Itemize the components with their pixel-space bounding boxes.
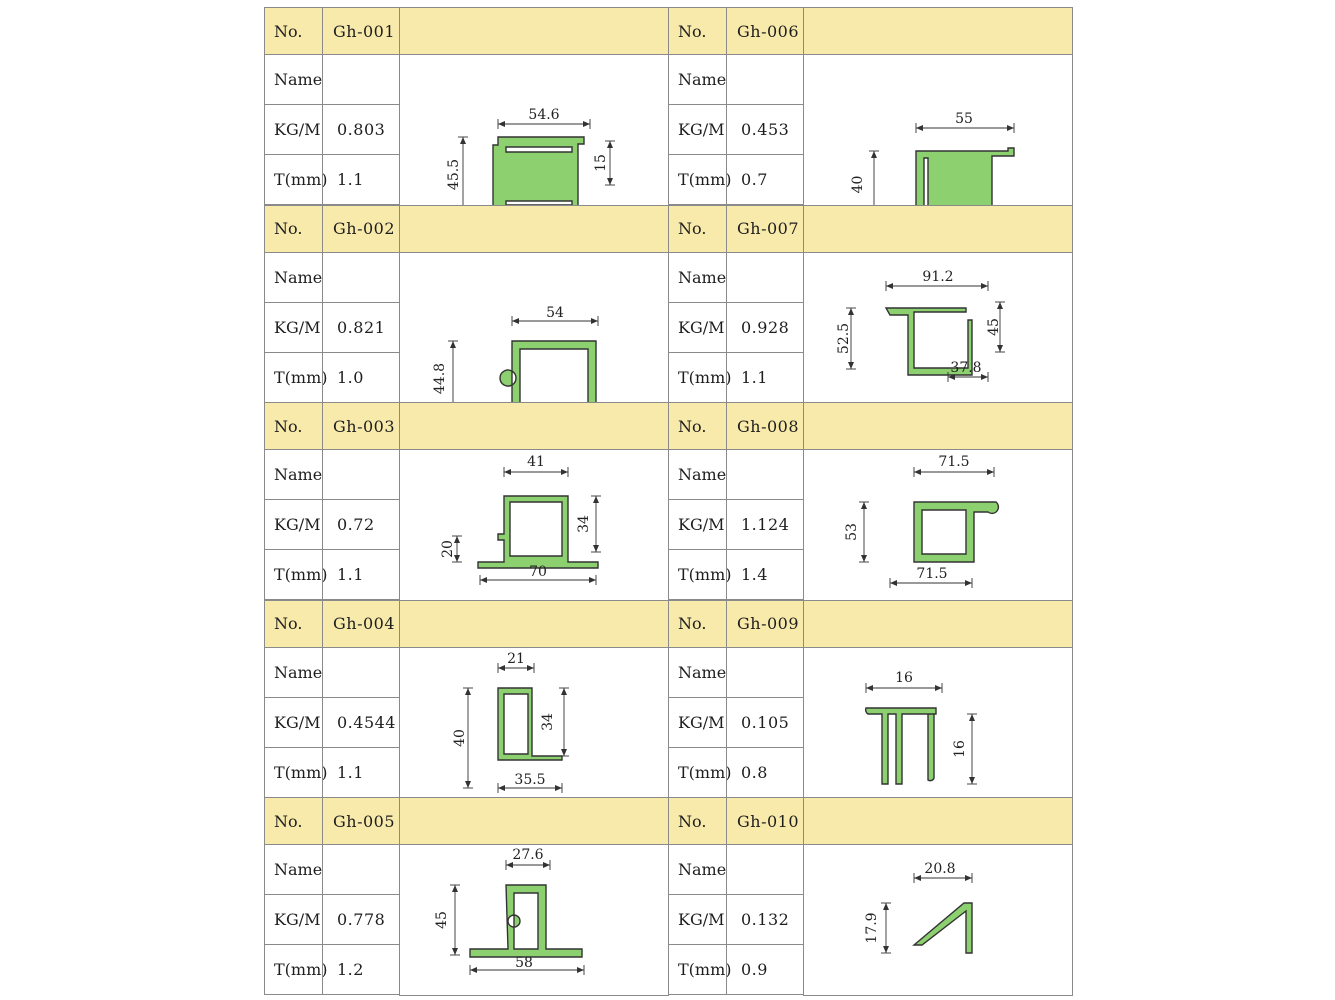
weight-value: 0.821 bbox=[322, 302, 400, 353]
thickness-value: 1.1 bbox=[322, 549, 400, 600]
profile-number-label: No. bbox=[668, 797, 727, 845]
name-label: Name bbox=[264, 54, 323, 105]
profile-shape bbox=[866, 708, 936, 784]
profile-cross-section bbox=[804, 55, 1074, 206]
thickness-value: 1.0 bbox=[322, 352, 400, 403]
header-filler bbox=[399, 7, 669, 55]
weight-label: KG/M bbox=[668, 104, 727, 155]
profile-drawing bbox=[803, 449, 1073, 601]
profile-number-label: No. bbox=[668, 402, 727, 450]
name-label: Name bbox=[264, 449, 323, 500]
name-value bbox=[322, 252, 400, 303]
weight-label: KG/M bbox=[668, 697, 727, 748]
profile-shape bbox=[470, 885, 582, 957]
profile-number-label: No. bbox=[264, 402, 323, 450]
name-label: Name bbox=[668, 647, 727, 698]
name-label: Name bbox=[264, 252, 323, 303]
thickness-label: T(mm) bbox=[668, 352, 727, 403]
thickness-label: T(mm) bbox=[668, 549, 727, 600]
name-label: Name bbox=[668, 54, 727, 105]
weight-value: 0.453 bbox=[726, 104, 804, 155]
profile-drawing bbox=[399, 844, 669, 996]
thickness-label: T(mm) bbox=[668, 747, 727, 798]
dimension-label: 40 bbox=[452, 728, 468, 747]
profile-cross-section bbox=[804, 845, 1074, 996]
weight-value: 0.4544 bbox=[322, 697, 400, 748]
dimension-label: 54 bbox=[546, 304, 564, 321]
profile-number-label: No. bbox=[264, 797, 323, 845]
name-value bbox=[322, 449, 400, 500]
weight-label: KG/M bbox=[264, 302, 323, 353]
weight-label: KG/M bbox=[668, 894, 727, 945]
dimension-mark bbox=[434, 885, 460, 955]
profile-number: Gh-007 bbox=[726, 205, 804, 253]
header-filler bbox=[399, 205, 669, 253]
name-value bbox=[726, 449, 804, 500]
name-label: Name bbox=[264, 647, 323, 698]
profile-drawing bbox=[399, 449, 669, 601]
profile-number-label: No. bbox=[668, 7, 727, 55]
weight-value: 0.803 bbox=[322, 104, 400, 155]
weight-label: KG/M bbox=[264, 499, 323, 550]
dimension-mark bbox=[914, 861, 972, 883]
profile-cross-section bbox=[804, 253, 1074, 404]
profile-number: Gh-005 bbox=[322, 797, 400, 845]
header-filler bbox=[803, 402, 1073, 450]
weight-value: 0.105 bbox=[726, 697, 804, 748]
dimension-mark bbox=[512, 305, 598, 326]
thickness-label: T(mm) bbox=[264, 352, 323, 403]
profile-cross-section bbox=[400, 450, 670, 601]
dimension-mark bbox=[914, 454, 994, 477]
weight-value: 0.778 bbox=[322, 894, 400, 945]
dimension-mark bbox=[498, 651, 534, 673]
dimension-label: 40 bbox=[850, 175, 866, 194]
dimension-mark bbox=[540, 688, 569, 756]
profile-block bbox=[264, 7, 668, 204]
header-filler bbox=[803, 797, 1073, 845]
dimension-mark bbox=[952, 714, 977, 784]
dimension-mark bbox=[886, 269, 988, 291]
dimension-label: 54.6 bbox=[528, 107, 560, 123]
dimension-label: 53 bbox=[844, 523, 860, 542]
thickness-label: T(mm) bbox=[264, 549, 323, 600]
thickness-value: 1.4 bbox=[726, 549, 804, 600]
dimension-label: 21 bbox=[507, 650, 525, 667]
thickness-value: 1.1 bbox=[322, 747, 400, 798]
dimension-mark bbox=[506, 847, 550, 870]
profile-drawing bbox=[399, 252, 669, 404]
profile-number-label: No. bbox=[668, 205, 727, 253]
header-filler bbox=[399, 797, 669, 845]
dimension-label: 34 bbox=[576, 515, 592, 534]
name-value bbox=[726, 252, 804, 303]
profile-number: Gh-002 bbox=[322, 205, 400, 253]
header-filler bbox=[399, 600, 669, 648]
thickness-label: T(mm) bbox=[264, 944, 323, 995]
name-value bbox=[726, 844, 804, 895]
dimension-mark bbox=[440, 536, 462, 562]
profile-number-label: No. bbox=[264, 600, 323, 648]
profile-catalog-table bbox=[264, 7, 1072, 995]
weight-value: 1.124 bbox=[726, 499, 804, 550]
thickness-value: 1.1 bbox=[322, 154, 400, 205]
dimension-mark bbox=[498, 772, 562, 793]
dimension-label: 27.6 bbox=[512, 847, 544, 864]
profile-number: Gh-010 bbox=[726, 797, 804, 845]
dimension-label: 16 bbox=[952, 739, 968, 758]
weight-label: KG/M bbox=[264, 894, 323, 945]
profile-block bbox=[264, 600, 668, 797]
header-filler bbox=[803, 7, 1073, 55]
profile-drawing bbox=[803, 54, 1073, 206]
dimension-mark bbox=[470, 955, 584, 975]
profile-cross-section bbox=[804, 450, 1074, 601]
profile-block bbox=[668, 797, 1072, 994]
dimension-mark bbox=[836, 308, 856, 369]
weight-value: 0.928 bbox=[726, 302, 804, 353]
profile-block bbox=[668, 205, 1072, 402]
dimension-mark bbox=[948, 360, 988, 382]
dimension-label: 45 bbox=[986, 317, 1002, 336]
thickness-label: T(mm) bbox=[264, 747, 323, 798]
name-value bbox=[726, 647, 804, 698]
dimension-label: 20.8 bbox=[924, 861, 956, 878]
profile-cross-section bbox=[400, 845, 670, 996]
profile-number: Gh-003 bbox=[322, 402, 400, 450]
profile-shape bbox=[914, 502, 998, 562]
weight-label: KG/M bbox=[264, 104, 323, 155]
profile-block bbox=[668, 7, 1072, 204]
weight-label: KG/M bbox=[668, 499, 727, 550]
profile-drawing bbox=[399, 54, 669, 206]
header-filler bbox=[399, 402, 669, 450]
thickness-label: T(mm) bbox=[668, 944, 727, 995]
profile-number: Gh-008 bbox=[726, 402, 804, 450]
dimension-label: 55 bbox=[955, 111, 973, 127]
dimension-mark bbox=[576, 496, 601, 552]
thickness-value: 1.1 bbox=[726, 352, 804, 403]
profile-number: Gh-009 bbox=[726, 600, 804, 648]
thickness-label: T(mm) bbox=[264, 154, 323, 205]
dimension-label: 91.2 bbox=[922, 268, 954, 285]
dimension-mark bbox=[504, 454, 568, 477]
profile-block bbox=[668, 402, 1072, 599]
profile-cross-section bbox=[400, 253, 670, 404]
profile-number-label: No. bbox=[668, 600, 727, 648]
profile-block bbox=[264, 797, 668, 994]
thickness-value: 0.7 bbox=[726, 154, 804, 205]
profile-drawing bbox=[803, 647, 1073, 799]
dimension-label: 44.8 bbox=[432, 362, 448, 394]
dimension-mark bbox=[986, 302, 1005, 352]
thickness-label: T(mm) bbox=[668, 154, 727, 205]
profile-block bbox=[264, 205, 668, 402]
name-value bbox=[726, 54, 804, 105]
dimension-label: 16 bbox=[895, 669, 913, 686]
dimension-label: 15 bbox=[593, 154, 609, 172]
dimension-mark bbox=[864, 903, 891, 953]
profile-number-label: No. bbox=[264, 7, 323, 55]
dimension-label: 70 bbox=[529, 564, 547, 581]
weight-label: KG/M bbox=[668, 302, 727, 353]
dimension-mark bbox=[890, 566, 972, 588]
profile-number: Gh-006 bbox=[726, 7, 804, 55]
thickness-value: 1.2 bbox=[322, 944, 400, 995]
dimension-mark bbox=[593, 141, 615, 185]
dimension-label: 71.5 bbox=[916, 566, 948, 583]
profile-drawing bbox=[803, 252, 1073, 404]
dimension-label: 45 bbox=[434, 911, 450, 930]
weight-value: 0.132 bbox=[726, 894, 804, 945]
dimension-mark bbox=[452, 688, 473, 788]
profile-number-label: No. bbox=[264, 205, 323, 253]
profile-drawing bbox=[803, 844, 1073, 996]
profile-block bbox=[264, 402, 668, 599]
dimension-label: 52.5 bbox=[836, 322, 852, 354]
name-value bbox=[322, 844, 400, 895]
dimension-label: 58 bbox=[515, 955, 533, 972]
header-filler bbox=[803, 205, 1073, 253]
dimension-label: 34 bbox=[540, 712, 556, 731]
dimension-label: 71.5 bbox=[938, 454, 970, 471]
name-value bbox=[322, 647, 400, 698]
dimension-label: 45.5 bbox=[446, 158, 462, 191]
profile-number: Gh-001 bbox=[322, 7, 400, 55]
profile-cross-section bbox=[400, 648, 670, 799]
profile-drawing bbox=[399, 647, 669, 799]
dimension-label: 17.9 bbox=[864, 912, 880, 944]
name-value bbox=[322, 54, 400, 105]
dimension-label: 35.5 bbox=[514, 771, 546, 788]
thickness-value: 0.9 bbox=[726, 944, 804, 995]
name-label: Name bbox=[668, 844, 727, 895]
dimension-mark bbox=[446, 137, 468, 212]
profile-number: Gh-004 bbox=[322, 600, 400, 648]
dimension-label: 41 bbox=[527, 454, 545, 471]
name-label: Name bbox=[264, 844, 323, 895]
profile-cross-section bbox=[804, 648, 1074, 799]
name-label: Name bbox=[668, 252, 727, 303]
profile-block bbox=[668, 600, 1072, 797]
profile-cross-section bbox=[400, 55, 670, 206]
profile-shape bbox=[914, 903, 972, 953]
weight-label: KG/M bbox=[264, 697, 323, 748]
dimension-label: 37.8 bbox=[950, 359, 982, 376]
name-label: Name bbox=[668, 449, 727, 500]
thickness-value: 0.8 bbox=[726, 747, 804, 798]
header-filler bbox=[803, 600, 1073, 648]
weight-value: 0.72 bbox=[322, 499, 400, 550]
dimension-mark bbox=[866, 670, 942, 693]
dimension-label: 20 bbox=[440, 540, 456, 559]
dimension-mark bbox=[916, 111, 1014, 133]
dimension-mark bbox=[498, 107, 590, 129]
dimension-mark bbox=[844, 502, 869, 562]
